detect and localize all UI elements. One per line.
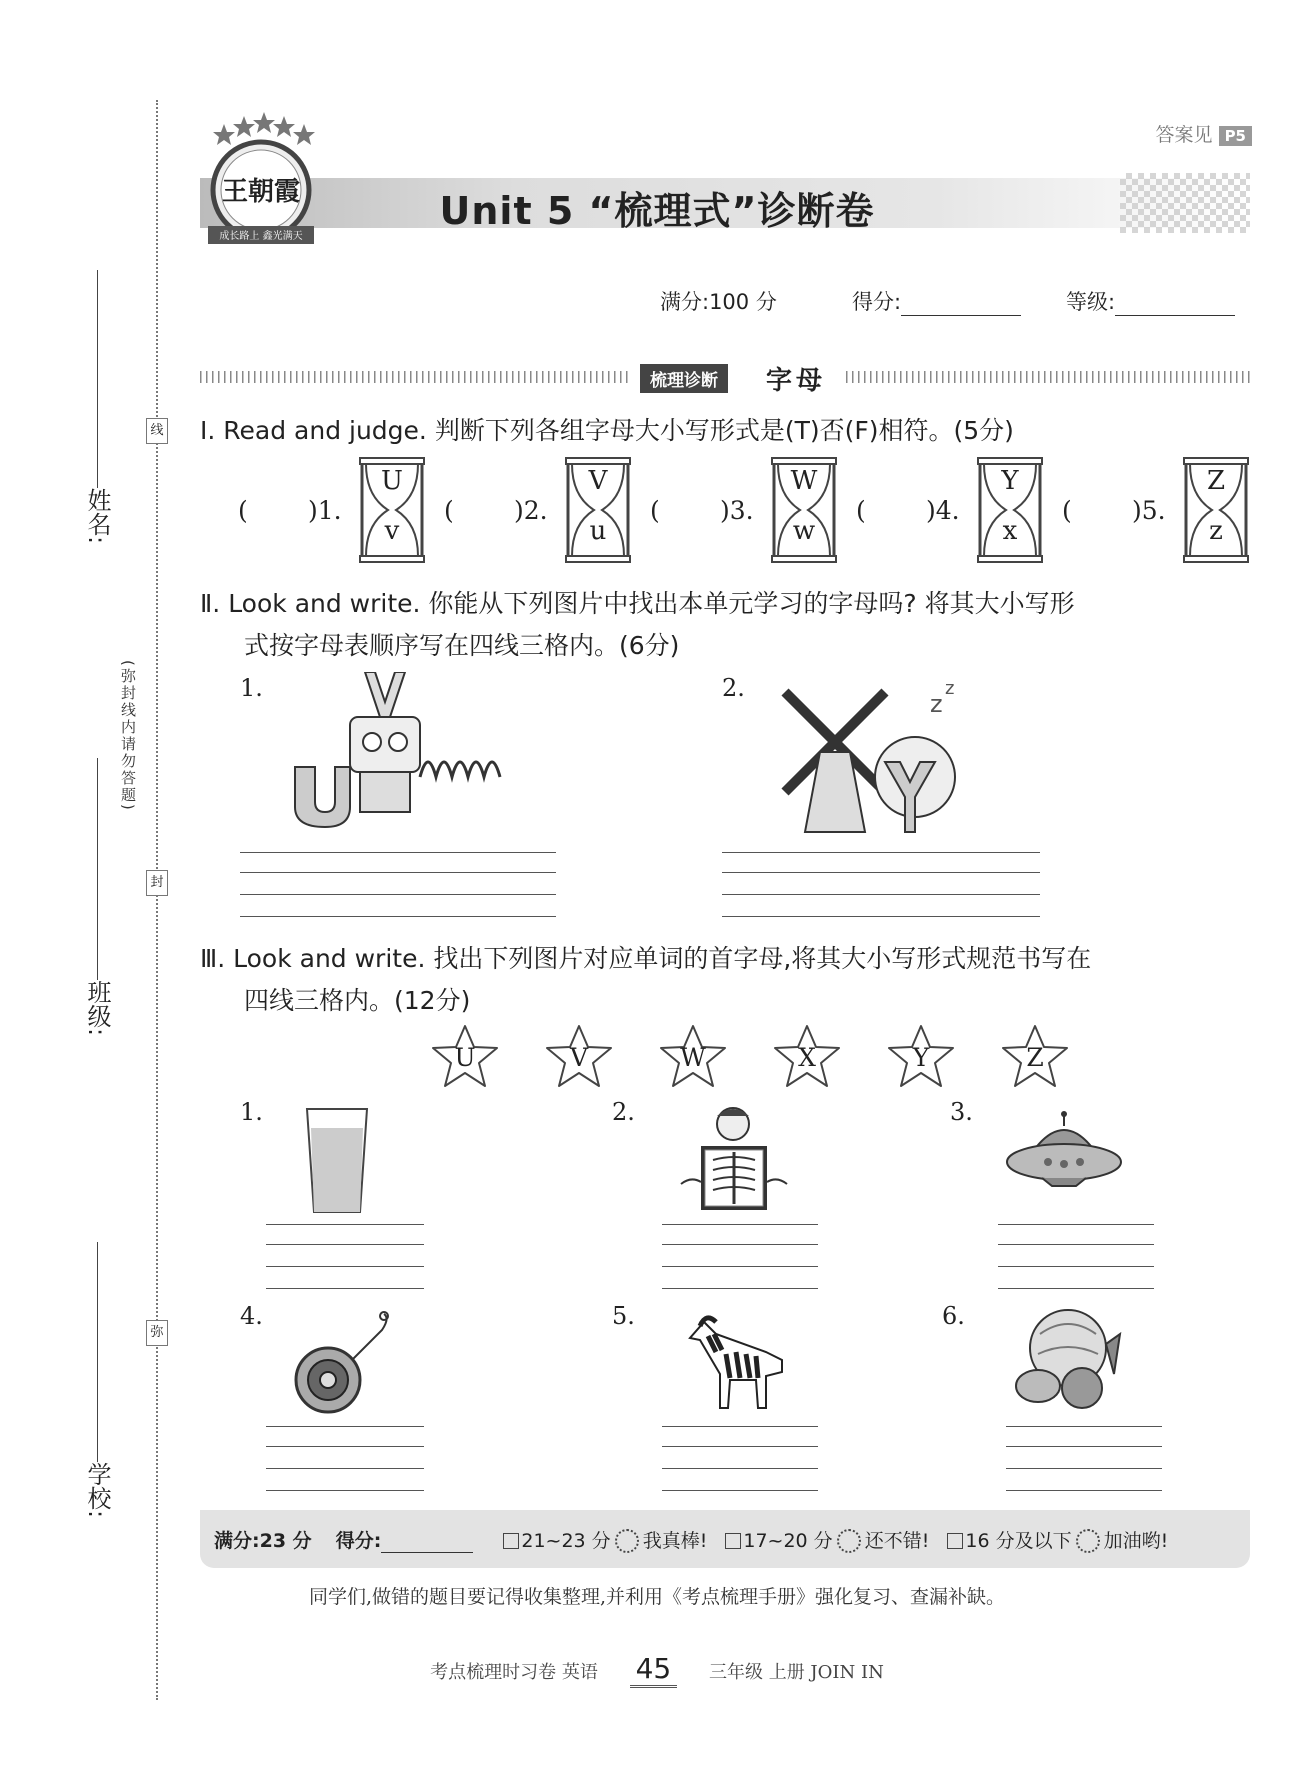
- svg-text:z: z: [945, 682, 955, 699]
- q3-num: 3.: [950, 1098, 973, 1126]
- q2-heading: Ⅱ. Look and write. 你能从下列图片中找出本单元学习的字母吗? 将其大小写形 式按字母表顺序写在四线三格内。(6分): [200, 589, 1075, 660]
- x-ray-icon: [675, 1106, 793, 1214]
- answer-blank[interactable]: )1.: [308, 496, 342, 525]
- q3-num: 4.: [240, 1302, 263, 1330]
- binding-tag-seal: 封: [146, 870, 168, 896]
- robot-letters-picture: [290, 672, 520, 832]
- hourglass: Z z: [1182, 456, 1250, 564]
- letter-star: Z: [1000, 1023, 1070, 1089]
- writing-grid[interactable]: [722, 852, 1040, 924]
- writing-grid[interactable]: [662, 1426, 818, 1490]
- grade-field[interactable]: 等级:: [1066, 286, 1235, 316]
- seal-note: (弥封线内请勿答题): [119, 660, 137, 812]
- summary-full-marks: 满分:23 分: [214, 1530, 312, 1552]
- yo-yo-icon: [292, 1310, 398, 1414]
- letter-stars: [430, 1023, 1070, 1093]
- zebra-icon: [686, 1312, 790, 1412]
- answer-blank[interactable]: )3.: [720, 496, 754, 525]
- calm-face-icon: [837, 1529, 861, 1553]
- q2-num: 2.: [722, 674, 745, 702]
- school-label: 学校:: [83, 1462, 111, 1519]
- level-option-2[interactable]: 17~20 分 还不错!: [725, 1530, 929, 1552]
- hourglass: V u: [564, 456, 632, 564]
- reminder-text: 同学们,做错的题目要记得收集整理,并利用《考点梳理手册》强化复习、查漏补缺。: [308, 1586, 1006, 1608]
- level-option-3[interactable]: 16 分及以下 加油哟!: [947, 1530, 1168, 1552]
- checkbox[interactable]: [503, 1533, 519, 1549]
- school-field[interactable]: [80, 1242, 115, 1518]
- page-footer: [0, 1652, 1314, 1685]
- q2-num: 1.: [240, 674, 263, 702]
- writing-grid[interactable]: [1006, 1426, 1162, 1490]
- letter-star: V: [544, 1023, 614, 1089]
- hourglass: Y x: [976, 456, 1044, 564]
- q3-heading: Ⅲ. Look and write. 找出下列图片对应单词的首字母,将其大小写形式规范书写在 四线三格内。(12分): [200, 944, 1092, 1015]
- section-banner: [200, 360, 1250, 394]
- level-option-1[interactable]: 21~23 分 我真棒!: [503, 1530, 707, 1552]
- hourglass: W w: [770, 456, 838, 564]
- letter-star: W: [658, 1023, 728, 1089]
- q3-num: 6.: [942, 1302, 965, 1330]
- class-label: 班级:: [83, 980, 111, 1037]
- binding-tag-close: 弥: [146, 1320, 168, 1346]
- section-word: 字母: [766, 366, 827, 396]
- score-field[interactable]: 得分:: [852, 286, 1021, 316]
- letter-star: U: [430, 1023, 500, 1089]
- answer-blank[interactable]: )5.: [1132, 496, 1166, 525]
- glass-of-water-icon: [304, 1106, 370, 1216]
- footer-grade-info: 三年级 上册 JOIN IN: [708, 1662, 884, 1683]
- answer-blank[interactable]: )4.: [926, 496, 960, 525]
- binding-tag-line: 线: [146, 418, 168, 444]
- ufo-icon: [1004, 1110, 1124, 1192]
- cut-line: [156, 100, 158, 1700]
- answer-page-badge: P5: [1219, 126, 1252, 146]
- logo-name: 王朝霞: [221, 177, 301, 207]
- letter-star: X: [772, 1023, 842, 1089]
- page-title: Unit 5 “梳理式”诊断卷: [439, 189, 875, 233]
- binding-strip: [0, 0, 170, 1789]
- class-field[interactable]: [80, 758, 115, 1036]
- score-summary-bar: [200, 1510, 1250, 1568]
- svg-text:z: z: [930, 690, 943, 718]
- answer-blank[interactable]: )2.: [514, 496, 548, 525]
- smile-face-icon: [615, 1529, 639, 1553]
- footer-book-title: 考点梳理时习卷 英语: [430, 1662, 598, 1683]
- checkbox[interactable]: [725, 1533, 741, 1549]
- name-field[interactable]: [80, 270, 115, 544]
- summary-score-field[interactable]: 得分:: [336, 1530, 474, 1552]
- checkbox[interactable]: [947, 1533, 963, 1549]
- q3-num: 2.: [612, 1098, 635, 1126]
- q3-num: 5.: [612, 1302, 635, 1330]
- windmill-letters-picture: [775, 682, 975, 842]
- hourglass: U v: [358, 456, 426, 564]
- letter-star: Y: [886, 1023, 956, 1089]
- writing-grid[interactable]: [240, 852, 556, 924]
- q1-heading: Ⅰ. Read and judge. 判断下列各组字母大小写形式是(T)否(F)相符。(5分): [200, 416, 1014, 445]
- answer-reference: 答案见 P5: [1156, 120, 1253, 147]
- writing-grid[interactable]: [998, 1224, 1154, 1288]
- q1-items: ( )1. U v ( )2. V u ( )3. W w ( )4. Y x ( )5. Z z: [238, 456, 1258, 566]
- logo-slogan: 成长路上 鑫光满天: [219, 231, 303, 242]
- section-tag: 梳理诊断: [640, 364, 728, 393]
- q3-num: 1.: [240, 1098, 263, 1126]
- name-label: 姓名:: [83, 488, 111, 545]
- writing-grid[interactable]: [662, 1224, 818, 1288]
- writing-grid[interactable]: [266, 1224, 424, 1288]
- writing-grid[interactable]: [266, 1426, 424, 1490]
- cheer-face-icon: [1076, 1529, 1100, 1553]
- full-marks: 满分:100 分: [660, 290, 777, 314]
- vegetables-icon: [1010, 1304, 1132, 1414]
- page-number: 45: [630, 1652, 678, 1688]
